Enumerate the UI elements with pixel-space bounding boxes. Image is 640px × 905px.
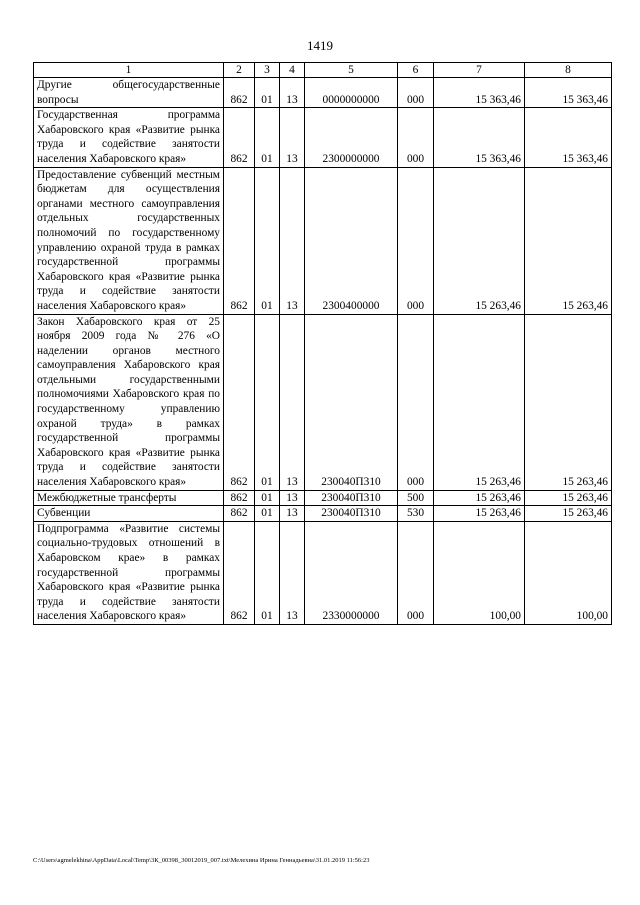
vr-cell: 000 — [398, 78, 434, 108]
rz-cell: 01 — [255, 167, 280, 314]
header-cell: 5 — [305, 63, 398, 78]
ved-cell: 862 — [224, 314, 255, 490]
table-row — [34, 521, 612, 624]
rz-cell: 01 — [255, 108, 280, 167]
csr-cell: 230040П310 — [305, 490, 398, 506]
pr-cell: 13 — [280, 78, 305, 108]
sum-2019-cell: 15 263,46 — [434, 490, 525, 506]
table-row — [34, 490, 612, 506]
csr-cell: 230040П310 — [305, 506, 398, 522]
csr-cell: 230040П310 — [305, 314, 398, 490]
sum-2020-cell: 15 363,46 — [525, 78, 612, 108]
row-name: Закон Хабаровского края от 25 ноября 2009 года № 276 «О наделении органов местного самоуправления Хабаровского края отдельными государственными полномочиями Хабаровского края по государственному управлению охраной труда» в рамках государственной программы Хабаровского края «Развитие рынка труда и содействие занятости населения Хабаровского края» — [34, 314, 224, 490]
sum-2020-cell: 15 263,46 — [525, 167, 612, 314]
pr-cell: 13 — [280, 314, 305, 490]
table-row — [34, 314, 612, 490]
csr-cell: 2300000000 — [305, 108, 398, 167]
table-row — [34, 78, 612, 108]
sum-2019-cell: 15 363,46 — [434, 108, 525, 167]
ved-cell: 862 — [224, 521, 255, 624]
vr-cell: 530 — [398, 506, 434, 522]
table-header-row — [34, 63, 612, 78]
sum-2019-cell: 15 263,46 — [434, 314, 525, 490]
header-cell: 2 — [224, 63, 255, 78]
header-cell: 3 — [255, 63, 280, 78]
csr-cell: 2330000000 — [305, 521, 398, 624]
file-path-footer: C:\Users\agmelekhina\AppData\Local\Temp\3К_00398_30012019_007.txt\Мелехина Ирина Геннадьевна\31.01.2019 11:56:23 — [33, 857, 370, 864]
sum-2019-cell: 15 363,46 — [434, 78, 525, 108]
rz-cell: 01 — [255, 314, 280, 490]
header-cell: 1 — [34, 63, 224, 78]
row-name: Предоставление субвенций местным бюджетам для осуществления органами местного самоуправления отдельных государственных полномочий по государственному управлению охраной труда в рамках государственной программы Хабаровского края «Развитие рынка труда и содействие занятости населения Хабаровского края» — [34, 167, 224, 314]
sum-2019-cell: 15 263,46 — [434, 506, 525, 522]
vr-cell: 000 — [398, 108, 434, 167]
pr-cell: 13 — [280, 490, 305, 506]
table-row — [34, 506, 612, 522]
header-cell: 6 — [398, 63, 434, 78]
vr-cell: 000 — [398, 167, 434, 314]
vr-cell: 000 — [398, 314, 434, 490]
row-name: Государственная программа Хабаровского края «Развитие рынка труда и содействие занятости населения Хабаровского края» — [34, 108, 224, 167]
header-cell: 8 — [525, 63, 612, 78]
ved-cell: 862 — [224, 78, 255, 108]
row-name: Субвенции — [34, 506, 224, 522]
ved-cell: 862 — [224, 506, 255, 522]
sum-2019-cell: 15 263,46 — [434, 167, 525, 314]
table-row — [34, 167, 612, 314]
sum-2020-cell: 15 263,46 — [525, 506, 612, 522]
sum-2020-cell: 15 263,46 — [525, 314, 612, 490]
table-row — [34, 108, 612, 167]
sum-2019-cell: 100,00 — [434, 521, 525, 624]
row-name: Подпрограмма «Развитие системы социально-трудовых отношений в Хабаровском крае» в рамках государственной программы Хабаровского края «Развитие рынка труда и содействие занятости населения Хабаровского края» — [34, 521, 224, 624]
rz-cell: 01 — [255, 490, 280, 506]
row-name: Межбюджетные трансферты — [34, 490, 224, 506]
sum-2020-cell: 15 363,46 — [525, 108, 612, 167]
rz-cell: 01 — [255, 78, 280, 108]
pr-cell: 13 — [280, 108, 305, 167]
header-cell: 4 — [280, 63, 305, 78]
rz-cell: 01 — [255, 506, 280, 522]
budget-table — [33, 62, 612, 625]
pr-cell: 13 — [280, 167, 305, 314]
pr-cell: 13 — [280, 521, 305, 624]
ved-cell: 862 — [224, 490, 255, 506]
csr-cell: 2300400000 — [305, 167, 398, 314]
header-cell: 7 — [434, 63, 525, 78]
ved-cell: 862 — [224, 167, 255, 314]
rz-cell: 01 — [255, 521, 280, 624]
page-number: 1419 — [307, 38, 333, 53]
csr-cell: 0000000000 — [305, 78, 398, 108]
vr-cell: 000 — [398, 521, 434, 624]
row-name: Другие общегосударственные вопросы — [34, 78, 224, 108]
pr-cell: 13 — [280, 506, 305, 522]
sum-2020-cell: 100,00 — [525, 521, 612, 624]
sum-2020-cell: 15 263,46 — [525, 490, 612, 506]
ved-cell: 862 — [224, 108, 255, 167]
vr-cell: 500 — [398, 490, 434, 506]
